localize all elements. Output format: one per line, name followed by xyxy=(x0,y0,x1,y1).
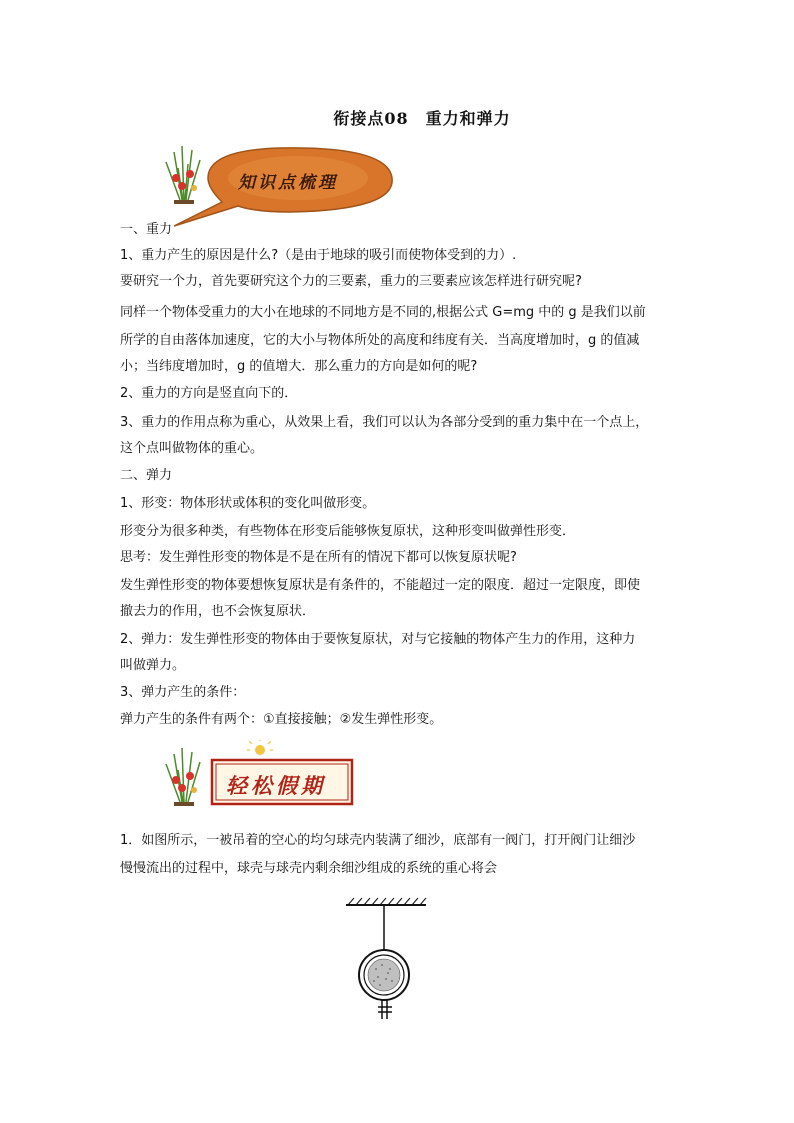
section-heading: 一、重力 xyxy=(120,222,173,237)
paragraph-line: 弹力产生的条件有两个：①直接接触；②发生弹性形变。 xyxy=(120,712,443,727)
paragraph-line: 小；当纬度增加时，g 的值增大．那么重力的方向是如何的呢? xyxy=(120,359,478,374)
paragraph-line: 形变分为很多种类，有些物体在形变后能够恢复原状，这种形变叫做弹性形变． xyxy=(120,524,576,539)
paragraph-line: 1、重力产生的原因是什么?（是由于地球的吸引而使物体受到的力）. xyxy=(120,248,517,263)
section-heading: 二、弹力 xyxy=(120,468,173,483)
question-line: 慢慢流出的过程中，球壳与球壳内剩余细沙组成的系统的重心将会 xyxy=(120,861,498,876)
page-title: 衔接点08 重力和弹力 xyxy=(333,109,511,128)
paragraph-line: 叫做弹力。 xyxy=(120,658,186,673)
badge-label: 轻松假期 xyxy=(226,773,326,798)
paragraph-line: 思考：发生弹性形变的物体是不是在所有的情况下都可以恢复原状呢? xyxy=(120,550,517,565)
paragraph-line: 要研究一个力，首先要研究这个力的三要素，重力的三要素应该怎样进行研究呢? xyxy=(120,274,582,289)
paragraph-line: 3、弹力产生的条件： xyxy=(120,685,246,700)
paragraph-line: 2、重力的方向是竖直向下的． xyxy=(120,386,298,401)
paragraph-line: 撤去力的作用，也不会恢复原状． xyxy=(120,604,316,619)
paragraph-line: 同样一个物体受重力的大小在地球的不同地方是不同的,根据公式 G=mg 中的 g 是我们以前 xyxy=(120,305,646,320)
badge-label: 知识点梳理 xyxy=(238,173,338,193)
question-line: 1．如图所示，一被吊着的空心的均匀球壳内装满了细沙，底部有一阀门，打开阀门让细沙 xyxy=(120,833,636,848)
hanging-sphere-icon xyxy=(330,895,440,1025)
paragraph-line: 发生弹性形变的物体要想恢复原状是有条件的，不能超过一定的限度．超过一定限度，即使 xyxy=(120,578,641,593)
paragraph-line: 这个点叫做物体的重心。 xyxy=(120,441,264,456)
hanging-sphere-figure xyxy=(330,895,440,1029)
paragraph-line: 所学的自由落体加速度，它的大小与物体所处的高度和纬度有关．当高度增加时，g 的值减 xyxy=(120,333,640,348)
holiday-badge xyxy=(160,740,360,810)
paragraph-line: 1、形变：物体形状或体积的变化叫做形变。 xyxy=(120,496,376,511)
paragraph-line: 3、重力的作用点称为重心，从效果上看，我们可以认为各部分受到的重力集中在一个点上， xyxy=(120,415,649,430)
paragraph-line: 2、弹力：发生弹性形变的物体由于要恢复原状，对与它接触的物体产生力的作用，这种力 xyxy=(120,632,636,647)
knowledge-badge xyxy=(160,140,400,240)
